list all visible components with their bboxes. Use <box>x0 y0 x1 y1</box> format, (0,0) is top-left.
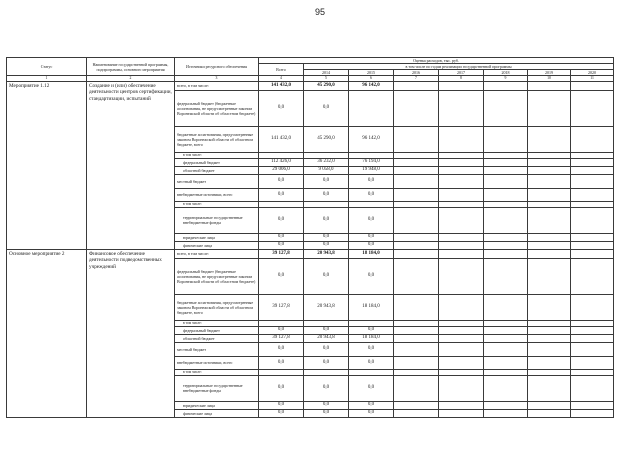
empty-cell <box>394 126 439 152</box>
empty-cell <box>528 126 571 152</box>
empty-cell <box>484 326 528 334</box>
value-cell: 0,0 <box>259 409 304 417</box>
header-year: 2015 <box>349 70 394 76</box>
empty-cell <box>484 356 528 369</box>
empty-cell <box>528 249 571 258</box>
header-estimate: Оценка расходов, тыс. руб. <box>259 58 614 64</box>
empty-cell <box>484 342 528 356</box>
value-cell: 36 232,0 <box>304 158 349 166</box>
empty-cell <box>439 166 484 174</box>
column-number: 9 <box>484 76 528 82</box>
empty-cell <box>439 326 484 334</box>
empty-cell <box>394 81 439 90</box>
value-cell: 39 127,8 <box>259 249 304 258</box>
empty-cell <box>528 174 571 188</box>
empty-cell <box>439 375 484 401</box>
value-cell: 0,0 <box>259 356 304 369</box>
empty-cell <box>394 188 439 201</box>
source-label: всего, в том числе: <box>175 81 259 90</box>
value-cell: 0,0 <box>304 326 349 334</box>
empty-cell <box>394 258 439 294</box>
value-cell: 0,0 <box>259 401 304 409</box>
source-label: физические лица <box>175 241 259 249</box>
column-number: 5 <box>304 76 349 82</box>
empty-cell <box>571 207 614 233</box>
value-cell: 96 142,0 <box>349 126 394 152</box>
source-label: федеральный бюджет <box>175 158 259 166</box>
value-cell: 0,0 <box>304 356 349 369</box>
value-cell: 0,0 <box>349 207 394 233</box>
value-cell: 0,0 <box>259 90 304 126</box>
empty-cell <box>394 334 439 342</box>
table-row <box>7 81 614 90</box>
empty-cell <box>394 241 439 249</box>
value-cell: 0,0 <box>349 409 394 417</box>
page-number: 95 <box>314 7 325 17</box>
column-number: 7 <box>394 76 439 82</box>
header-name: Наименование государственной программы, подпрограммы, основного мероприятия <box>87 58 175 76</box>
value-cell: 0,0 <box>259 233 304 241</box>
source-label: в том числе: <box>175 369 259 375</box>
value-cell: 141 432,0 <box>259 81 304 90</box>
value-cell: 0,0 <box>259 326 304 334</box>
empty-cell <box>528 334 571 342</box>
empty-cell <box>571 409 614 417</box>
value-cell: 0,0 <box>349 342 394 356</box>
empty-cell <box>394 166 439 174</box>
empty-cell <box>528 342 571 356</box>
source-label: федеральный бюджет (бюджетные ассигнования, не предусмотренные законом Воронежской области об областном бюджете) <box>175 258 259 294</box>
empty-cell <box>484 174 528 188</box>
value-cell: 0,0 <box>304 174 349 188</box>
empty-cell <box>528 207 571 233</box>
value-cell: 20 943,8 <box>304 249 349 258</box>
value-cell: 0,0 <box>259 174 304 188</box>
header-year: 2019 <box>528 70 571 76</box>
empty-cell <box>484 375 528 401</box>
empty-cell <box>484 158 528 166</box>
source-label: территориальные государственные внебюджетные фонды <box>175 207 259 233</box>
empty-cell <box>439 258 484 294</box>
value-cell: 0,0 <box>304 90 349 126</box>
empty-cell <box>528 326 571 334</box>
value-cell: 18 184,0 <box>349 294 394 320</box>
column-number: 1 <box>7 76 87 82</box>
empty-cell <box>439 158 484 166</box>
column-number: 4 <box>259 76 304 82</box>
empty-cell <box>439 334 484 342</box>
source-label: юридические лица <box>175 233 259 241</box>
column-number: 10 <box>528 76 571 82</box>
value-cell: 0,0 <box>349 241 394 249</box>
empty-cell <box>394 326 439 334</box>
empty-cell <box>571 188 614 201</box>
empty-cell <box>439 241 484 249</box>
empty-cell <box>571 249 614 258</box>
empty-cell <box>394 342 439 356</box>
value-cell: 0,0 <box>349 233 394 241</box>
empty-cell <box>484 409 528 417</box>
value-cell: 29 006,0 <box>259 166 304 174</box>
value-cell: 0,0 <box>304 241 349 249</box>
header-year: 2018 <box>484 70 528 76</box>
header-incl-years: в том числе по годам реализации государственной программы <box>304 64 614 70</box>
empty-cell <box>439 294 484 320</box>
source-label: в том числе: <box>175 320 259 326</box>
empty-cell <box>571 294 614 320</box>
column-number: 3 <box>175 76 259 82</box>
empty-cell <box>571 258 614 294</box>
empty-cell <box>528 401 571 409</box>
value-cell: 18 184,0 <box>349 334 394 342</box>
empty-cell <box>484 90 528 126</box>
empty-cell <box>439 81 484 90</box>
source-label: юридические лица <box>175 401 259 409</box>
empty-cell <box>439 249 484 258</box>
value-cell: 0,0 <box>304 258 349 294</box>
empty-cell <box>394 409 439 417</box>
empty-cell <box>571 81 614 90</box>
empty-cell <box>439 356 484 369</box>
empty-cell <box>528 158 571 166</box>
value-cell: 0,0 <box>259 375 304 401</box>
source-label: федеральный бюджет <box>175 326 259 334</box>
value-cell: 0,0 <box>349 401 394 409</box>
empty-cell <box>528 409 571 417</box>
empty-cell <box>484 188 528 201</box>
source-label: внебюджетные источники, всего <box>175 356 259 369</box>
source-label: местный бюджет <box>175 342 259 356</box>
empty-cell <box>484 81 528 90</box>
empty-cell <box>528 188 571 201</box>
empty-cell <box>439 233 484 241</box>
empty-cell <box>528 166 571 174</box>
empty-cell <box>571 90 614 126</box>
source-label: физические лица <box>175 409 259 417</box>
value-cell: 9 058,0 <box>304 166 349 174</box>
empty-cell <box>571 158 614 166</box>
empty-cell <box>439 90 484 126</box>
empty-cell <box>528 294 571 320</box>
value-cell: 20 943,8 <box>304 294 349 320</box>
empty-cell <box>484 334 528 342</box>
empty-cell <box>571 126 614 152</box>
value-cell: 0,0 <box>349 375 394 401</box>
source-label: местный бюджет <box>175 174 259 188</box>
value-cell: 76 194,0 <box>349 158 394 166</box>
status-cell: Основное мероприятие 2 <box>7 249 87 417</box>
empty-cell <box>484 207 528 233</box>
empty-cell <box>571 356 614 369</box>
value-cell: 0,0 <box>304 188 349 201</box>
empty-cell <box>528 81 571 90</box>
value-cell: 0,0 <box>349 258 394 294</box>
header-year: 2014 <box>304 70 349 76</box>
empty-cell <box>571 401 614 409</box>
empty-cell <box>394 90 439 126</box>
empty-cell <box>394 249 439 258</box>
value-cell: 0,0 <box>259 258 304 294</box>
empty-cell <box>528 356 571 369</box>
value-cell: 0,0 <box>304 375 349 401</box>
source-label: всего, в том числе: <box>175 249 259 258</box>
empty-cell <box>484 401 528 409</box>
empty-cell <box>439 174 484 188</box>
source-label: федеральный бюджет (бюджетные ассигнования, не предусмотренные законом Воронежской области об областном бюджете) <box>175 90 259 126</box>
value-cell: 39 127,8 <box>259 294 304 320</box>
empty-cell <box>394 233 439 241</box>
empty-cell <box>439 342 484 356</box>
empty-cell <box>394 174 439 188</box>
value-cell: 0,0 <box>349 188 394 201</box>
value-cell: 0,0 <box>304 342 349 356</box>
empty-cell <box>439 409 484 417</box>
empty-cell <box>571 375 614 401</box>
empty-cell <box>394 401 439 409</box>
value-cell: 45 290,0 <box>304 81 349 90</box>
empty-cell <box>394 158 439 166</box>
empty-cell <box>439 188 484 201</box>
empty-cell <box>528 90 571 126</box>
value-cell: 19 948,0 <box>349 166 394 174</box>
header-year: 2020 <box>571 70 614 76</box>
empty-cell <box>394 294 439 320</box>
value-cell: 0,0 <box>349 174 394 188</box>
value-cell: 0,0 <box>304 409 349 417</box>
header-status: Статус <box>7 58 87 76</box>
empty-cell <box>484 166 528 174</box>
value-cell: 20 943,8 <box>304 334 349 342</box>
header-total: Всего <box>259 64 304 76</box>
empty-cell <box>571 326 614 334</box>
budget-table <box>6 57 614 418</box>
empty-cell <box>484 294 528 320</box>
empty-cell <box>439 126 484 152</box>
empty-cell <box>484 233 528 241</box>
program-name-cell: Финансовое обеспечение деятельности подведомственных учреждений <box>87 249 175 417</box>
header-year: 2016 <box>394 70 439 76</box>
empty-cell <box>528 258 571 294</box>
empty-cell <box>394 207 439 233</box>
empty-cell <box>484 249 528 258</box>
value-cell: 0,0 <box>259 241 304 249</box>
empty-cell <box>571 166 614 174</box>
column-number: 8 <box>439 76 484 82</box>
empty-cell <box>439 207 484 233</box>
source-label: внебюджетные источники, всего <box>175 188 259 201</box>
status-cell: Мероприятие 1.12 <box>7 81 87 249</box>
source-label: бюджетные ассигнования, предусмотренные законом Воронежской области об областном бюджете, всего <box>175 294 259 320</box>
empty-cell <box>571 174 614 188</box>
column-number: 2 <box>87 76 175 82</box>
empty-cell <box>439 401 484 409</box>
empty-cell <box>484 241 528 249</box>
empty-cell <box>571 233 614 241</box>
value-cell: 0,0 <box>304 233 349 241</box>
program-name-cell: Создание и (или) обеспечение деятельности центров сертификации, стандартизации, испытаний <box>87 81 175 249</box>
column-number: 11 <box>571 76 614 82</box>
empty-cell <box>571 342 614 356</box>
source-label: в том числе: <box>175 152 259 158</box>
value-cell: 96 142,0 <box>349 81 394 90</box>
value-cell: 112 426,0 <box>259 158 304 166</box>
empty-cell <box>528 375 571 401</box>
empty-cell <box>571 334 614 342</box>
source-label: в том числе: <box>175 201 259 207</box>
source-label: областной бюджет <box>175 166 259 174</box>
empty-cell <box>528 233 571 241</box>
value-cell: 0,0 <box>259 342 304 356</box>
empty-cell <box>528 241 571 249</box>
value-cell: 0,0 <box>349 356 394 369</box>
value-cell: 0,0 <box>304 401 349 409</box>
value-cell: 0,0 <box>259 188 304 201</box>
header-year: 2017 <box>439 70 484 76</box>
value-cell: 0,0 <box>259 207 304 233</box>
header-source: Источники ресурсного обеспечения <box>175 58 259 76</box>
value-cell <box>349 90 394 126</box>
value-cell: 141 432,0 <box>259 126 304 152</box>
column-number: 6 <box>349 76 394 82</box>
empty-cell <box>484 126 528 152</box>
value-cell: 39 127,8 <box>259 334 304 342</box>
value-cell: 0,0 <box>349 326 394 334</box>
value-cell: 45 290,0 <box>304 126 349 152</box>
empty-cell <box>484 258 528 294</box>
table-row <box>7 249 614 258</box>
source-label: бюджетные ассигнования, предусмотренные законом Воронежской области об областном бюджете, всего <box>175 126 259 152</box>
value-cell: 18 184,0 <box>349 249 394 258</box>
value-cell: 0,0 <box>304 207 349 233</box>
source-label: областной бюджет <box>175 334 259 342</box>
empty-cell <box>571 241 614 249</box>
empty-cell <box>394 356 439 369</box>
source-label: территориальные государственные внебюджетные фонды <box>175 375 259 401</box>
empty-cell <box>394 375 439 401</box>
